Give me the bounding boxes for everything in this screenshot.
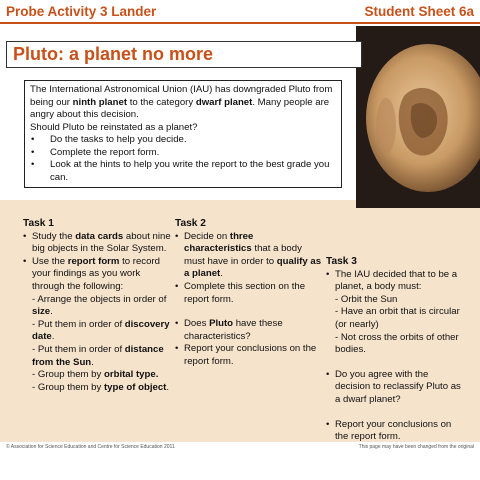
item-text: - Group them by: [32, 381, 104, 393]
item-text: Do you agree with the decision to reclassify Pluto as a dwarf planet?: [335, 368, 461, 405]
item-bold: size: [32, 306, 51, 318]
item-text: about nine big objects in the Solar System.: [32, 230, 171, 255]
spacer: [175, 306, 323, 318]
item-text: Complete this section on the report form.: [184, 280, 306, 305]
item-bold: orbital type.: [103, 369, 159, 381]
task-3-list: [326, 269, 466, 444]
bullet-icon: •: [326, 368, 330, 380]
bullet-icon: •: [175, 230, 179, 242]
bullet-icon: •: [175, 280, 179, 292]
item-bold: type of object: [103, 381, 167, 393]
bullet-icon: •: [23, 230, 27, 242]
list-item: [326, 369, 466, 407]
bullet-icon: •: [31, 134, 35, 145]
page-title: Pluto: a planet no more: [13, 44, 214, 64]
activity-title: Probe Activity 3 Lander: [6, 4, 157, 19]
bullet-icon: •: [175, 318, 179, 330]
list-item: [326, 419, 466, 444]
sub-item: - Have an orbit that is circular (or nearly): [335, 306, 460, 330]
item-bold: data cards: [75, 230, 124, 242]
item-text: .: [91, 356, 94, 368]
item-text: Decide on: [184, 230, 230, 242]
list-item: [175, 281, 323, 306]
item-text: that a body must have in order to: [184, 243, 302, 267]
bullet-icon: •: [326, 268, 330, 280]
intro-box: [24, 80, 342, 188]
intro-question: Should Pluto be reinstated as a planet?: [30, 121, 198, 133]
pluto-image: [356, 26, 480, 208]
bullet-icon: •: [175, 343, 179, 355]
intro-list-item: [30, 147, 336, 160]
intro-paragraph: [30, 84, 336, 122]
sub-item: - Not cross the orbits of other bodies.: [335, 331, 459, 356]
list-item: [326, 269, 466, 357]
title-box: [6, 41, 362, 68]
sheet-label: Student Sheet 6a: [364, 4, 474, 19]
item-text: have these characteristics?: [184, 318, 283, 342]
task-1-heading: Task 1: [23, 218, 54, 229]
item-text: - Group them by: [32, 369, 104, 381]
item-text: - Put them in order of: [32, 343, 125, 355]
spacer: [326, 357, 466, 369]
item-text: Report your conclusions on the report form.: [184, 343, 317, 367]
item-bold: three characteristics: [184, 230, 254, 255]
task-2-heading: Task 2: [175, 218, 206, 229]
list-item: [175, 318, 323, 343]
item-text: Does: [184, 318, 210, 330]
bullet-icon: •: [23, 255, 27, 267]
item-bold: qualify as a planet: [184, 255, 322, 280]
sub-item: [32, 369, 171, 382]
item-text: .: [51, 331, 55, 343]
intro-text: The International Astronomical Union (IAU) has downgraded Pluto from being our: [30, 84, 333, 108]
sub-item: [32, 344, 171, 369]
intro-text: to the category: [127, 96, 196, 108]
intro-list: [30, 134, 336, 184]
intro-list-item: [30, 134, 336, 147]
task-2-list: [175, 231, 323, 369]
intro-list-text: Look at the hints to help you write the report to the best grade you can.: [50, 159, 330, 183]
intro-bold: ninth planet: [72, 96, 128, 108]
item-text: .: [166, 381, 170, 393]
pluto-illustration: [356, 26, 480, 208]
copyright-notice: © Association for Science Education and Centre for Science Education 2011: [6, 444, 175, 450]
item-text: .: [50, 306, 53, 318]
sub-item: [32, 294, 171, 319]
spacer: [326, 407, 466, 419]
sub-item: - Orbit the Sun: [335, 293, 398, 305]
list-item: [175, 343, 323, 368]
item-bold: distance from the Sun: [32, 343, 164, 368]
bullet-icon: •: [326, 418, 330, 430]
item-bold: Pluto: [209, 318, 234, 330]
sub-item: [32, 319, 171, 344]
bullet-icon: •: [31, 146, 35, 158]
item-text: Study the: [32, 230, 76, 242]
task-2: [175, 218, 323, 369]
header-divider: [0, 22, 480, 24]
item-text: The IAU decided that to be a planet, a body must:: [335, 268, 458, 293]
item-text: Report your conclusions on the report form.: [335, 418, 452, 443]
task-3: [326, 256, 466, 444]
intro-bold: dwarf planet: [195, 96, 253, 108]
intro-list-item: [30, 159, 336, 184]
item-text: - Put them in order of: [32, 318, 125, 330]
task-1: [23, 218, 171, 394]
item-bold: report form: [67, 255, 120, 267]
item-bold: discovery date: [32, 318, 170, 343]
item-text: to record your findings as you work through the following:: [32, 255, 160, 292]
intro-list-text: Complete the report form.: [50, 146, 160, 158]
item-text: - Arrange the objects in order of: [32, 293, 167, 305]
list-item: [23, 231, 171, 256]
task-1-list: [23, 231, 171, 395]
intro-list-text: Do the tasks to help you decide.: [50, 134, 187, 145]
intro-text: . Many people are angry about this decision.: [30, 96, 330, 120]
modification-notice: This page may have been changed from the original: [358, 444, 474, 450]
list-item: [23, 256, 171, 395]
item-text: Use the: [32, 255, 68, 267]
list-item: [175, 231, 323, 281]
sub-item: [32, 382, 171, 395]
task-3-heading: Task 3: [326, 256, 357, 267]
bullet-icon: •: [31, 159, 35, 170]
item-text: .: [220, 268, 223, 280]
